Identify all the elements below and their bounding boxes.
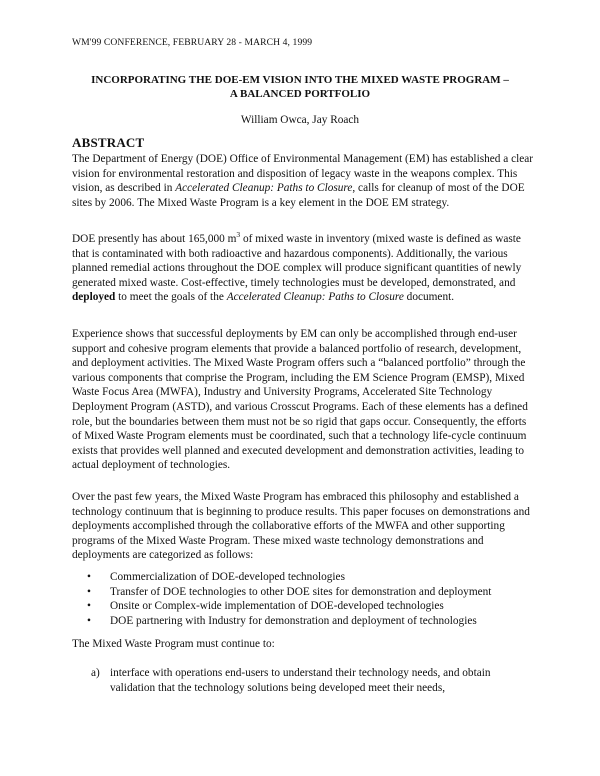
para1-text-a: The Department of Energy (DOE) Office of Environmental Management (EM) has established a clear vision for environmental restoration and disposition of legacy waste in the weapons complex. This vision, as described in [72,153,534,195]
conference-header: WM'99 CONFERENCE, FEBRUARY 28 - MARCH 4, 1999 [72,37,313,48]
para2-bold: deployed [72,291,116,304]
para2-text-b: of mixed waste in inventory (mixed waste is defined as waste that is contaminated with both radioactive and hazardous components). Additionally, the various planned remedial actions throughout the DOE complex will produce significant quantities of newly generated mixed waste. Cost-effective, timely technologies must be developed, demonstrated, and [72,233,522,289]
abstract-paragraph-4: Over the past few years, the Mixed Waste Program has embraced this philosophy and established a technology continuum that is beginning to produce results. This paper focuses on demonstrations and deployments accomplished through the collaborative efforts of the MWFA and other supporting programs of the Mixed Waste Program. These mixed waste technology demonstrations and deployments are categorized as follows: [72,491,530,562]
demonstration-categories-list [72,570,542,628]
abstract-paragraph-3: Experience shows that successful deployments by EM can only be accomplished through end-user support and cohesive program elements that provide a balanced portfolio of research, development, and deployment activities. The Mixed Waste Program offers such a “balanced portfolio” through the various components that comprise the Program, including the EM Science Program (EMSP), Mixed Waste Focus Area (MWFA), Industry and University Programs, Accelerated Site Technology Deployment Program (ASTD), and various Crosscut Programs. Each of these elements has a defined role, but the boundaries between them must not be so rigid that gaps occur. Consequently, the efforts of Mixed Waste Program elements must be coordinated, such that a technology life-cycle continuum exists that provides well planned and executed development and demonstration activities, leading to actual deployment of technologies. [72,328,528,472]
list-item-text: interface with operations end-users to understand their technology needs, and obtain validation that the technology solutions being developed meet their needs, [110,667,491,694]
para2-superscript: 3 [236,230,241,240]
para2-text-a: DOE presently has about 165,000 m [72,233,237,245]
list-item: • Onsite or Complex-wide implementation of DOE-developed technologies [87,600,444,613]
list-item: • Transfer of DOE technologies to other DOE sites for demonstration and deployment [87,585,492,598]
bullet-icon: • [87,600,91,613]
para2-text-d: document. [403,291,455,304]
abstract-paragraph-1 [72,152,534,210]
para1-text-b: , calls for cleanup of most of the DOE sites by 2006. The Mixed Waste Program is a key element in the DOE EM strategy. [72,182,525,209]
paper-title [60,73,540,101]
abstract-heading: ABSTRACT [72,135,145,150]
bullet-icon: • [87,614,91,627]
title-line-2: A BALANCED PORTFOLIO [229,88,371,100]
abstract-paragraph-2 [72,232,534,305]
list-marker: a) [91,667,100,679]
para2-text-c: to meet the goals of the [115,291,227,304]
authors: William Owca, Jay Roach [240,114,360,126]
list-item: • DOE partnering with Industry for demonstration and deployment of technologies [87,614,477,627]
list-item: • Commercialization of DOE-developed technologies [87,571,345,583]
para1-italic: Accelerated Cleanup: Paths to Closure [175,182,353,195]
title-line-1: INCORPORATING THE DOE-EM VISION INTO THE MIXED WASTE PROGRAM – [91,74,509,86]
abstract-paragraph-5: The Mixed Waste Program must continue to: [72,638,275,650]
bullet-icon: • [87,585,91,598]
para2-italic: Accelerated Cleanup: Paths to Closure [226,291,404,304]
bullet-icon: • [87,571,91,583]
